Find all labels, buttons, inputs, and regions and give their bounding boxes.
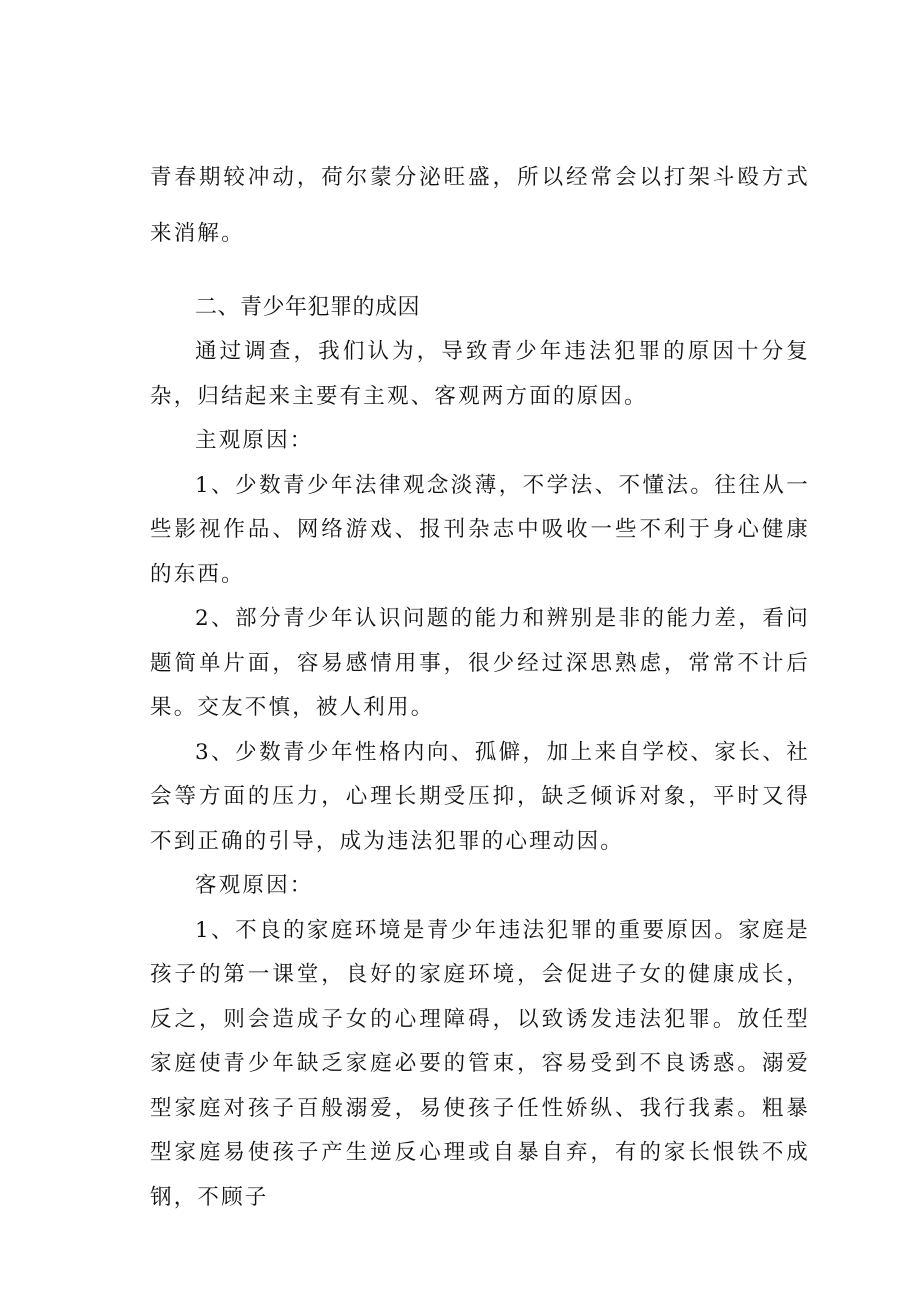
subjective-item-2: 2、部分青少年认识问题的能力和辨别是非的能力差，看问题简单片面，容易感情用事，很少经过深思熟虑，常常不计后果。交友不慎，被人利用。 xyxy=(150,606,810,720)
continuation-paragraph: 青春期较冲动，荷尔蒙分泌旺盛，所以经常会以打架斗殴方式来消解。 xyxy=(150,165,810,246)
document-body xyxy=(150,150,810,1220)
subjective-item-1: 1、少数青少年法律观念淡薄，不学法、不懂法。往往从一些影视作品、网络游戏、报刊杂志中吸收一些不利于身心健康的东西。 xyxy=(150,472,810,587)
subjective-label: 主观原因： xyxy=(195,428,314,453)
intro-paragraph: 通过调查，我们认为，导致青少年违法犯罪的原因十分复杂，归结起来主要有主观、客观两方面的原因。 xyxy=(150,339,810,409)
section-heading: 二、青少年犯罪的成因 xyxy=(195,295,421,320)
objective-label: 客观原因： xyxy=(195,873,314,898)
subjective-item-3: 3、少数青少年性格内向、孤僻，加上来自学校、家长、社会等方面的压力，心理长期受压抑，缺乏倾诉对象，平时又得不到正确的引导，成为违法犯罪的心理动因。 xyxy=(150,739,810,854)
objective-item-1: 1、不良的家庭环境是青少年违法犯罪的重要原因。家庭是孩子的第一课堂，良好的家庭环境，会促进子女的健康成长，反之，则会造成子女的心理障碍，以致诱发违法犯罪。放任型家庭使青少年缺乏家庭必要的管束，容易受到不良诱惑。溺爱型家庭对孩子百般溺爱，易使孩子任性娇纵、我行我素。粗暴型家庭易使孩子产生逆反心理或自暴自弃，有的家长恨铁不成钢，不顾子 xyxy=(150,917,810,1210)
